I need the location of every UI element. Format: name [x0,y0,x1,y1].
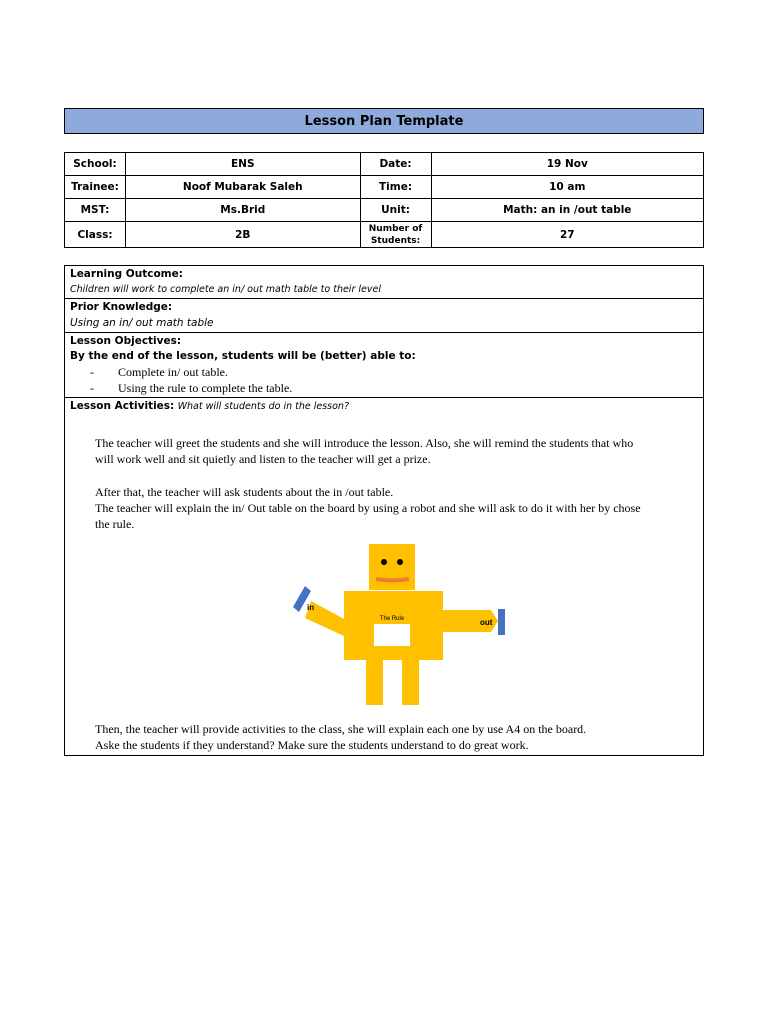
students-label [360,222,431,248]
activity-p2-line3: the rule. [95,517,135,531]
activity-p3-line1: Then, the teacher will provide activities to the class, she will explain each one by use A4 on the board. [95,722,587,736]
robot-left-leg [366,660,383,705]
robot-rule-box [374,624,410,646]
prior-knowledge-section [65,299,703,333]
robot-eye-left [381,559,387,565]
objective-text: Using the rule to complete the table. [118,381,293,395]
learning-outcome-heading: Learning Outcome: [70,268,183,280]
class-value: 2B [125,222,360,248]
learning-outcome-text: Children will work to complete an in/ out math table to their level [70,284,381,295]
school-value: ENS [125,153,360,176]
robot-mouth [376,579,409,581]
activities-hint: What will students do in the lesson? [177,401,349,412]
robot-rule-label: The Rule [379,616,405,622]
robot-head [369,544,415,590]
activity-p1-line1: The teacher will greet the students and she will introduce the lesson. Also, she will remind the students that who [95,436,634,450]
students-label-line1: Number of [368,223,423,234]
time-value: 10 am [431,176,703,199]
students-value: 27 [431,222,703,248]
lesson-info-table [64,152,704,248]
learning-outcome-section [65,266,703,299]
trainee-label: Trainee: [65,176,126,199]
students-label-line2: Students: [370,235,421,246]
activity-p2-line2: The teacher will explain the in/ Out table on the board by using a robot and she will ask to do it with her by chose [95,501,641,515]
school-label: School: [65,153,126,176]
mst-label: MST: [65,199,126,222]
activity-p3-line2: Aske the students if they understand? Make sure the students understand to do great work. [95,738,529,752]
date-value: 19 Nov [431,153,703,176]
objective-item: - Using the rule to complete the table. [90,381,293,395]
prior-knowledge-heading: Prior Knowledge: [70,301,173,313]
robot-right-leg [402,660,419,705]
objectives-list [70,364,698,396]
date-label: Date: [360,153,431,176]
objectives-heading: Lesson Objectives: [70,335,182,347]
lesson-plan-body [64,265,704,756]
objective-item: - Complete in/ out table. [90,365,228,379]
prior-knowledge-text: Using an in/ out math table [70,317,214,329]
activities-header [65,398,703,415]
unit-label: Unit: [360,199,431,222]
objectives-subheading: By the end of the lesson, students will be (better) able to: [70,350,416,362]
activities-heading: Lesson Activities: [70,400,175,412]
activity-p2-line1: After that, the teacher will ask students about the in /out table. [95,485,394,499]
robot-right-hand [498,609,505,635]
mst-value: Ms.Brid [125,199,360,222]
robot-eye-right [397,559,403,565]
activity-p1-line2: will work well and sit quietly and listen to the teacher will get a prize. [95,452,431,466]
activity-paragraph-2 [95,484,695,532]
objective-text: Complete in/ out table. [118,365,228,379]
robot-out-label: out [480,618,493,627]
activity-paragraph-1 [95,435,695,467]
trainee-value: Noof Mubarak Saleh [125,176,360,199]
unit-value: Math: an in /out table [431,199,703,222]
page-title: Lesson Plan Template [64,108,704,134]
time-label: Time: [360,176,431,199]
robot-illustration [285,541,515,706]
activity-paragraph-3 [95,721,695,753]
objectives-section [65,333,703,398]
class-label: Class: [65,222,126,248]
robot-in-label: in [307,603,315,612]
